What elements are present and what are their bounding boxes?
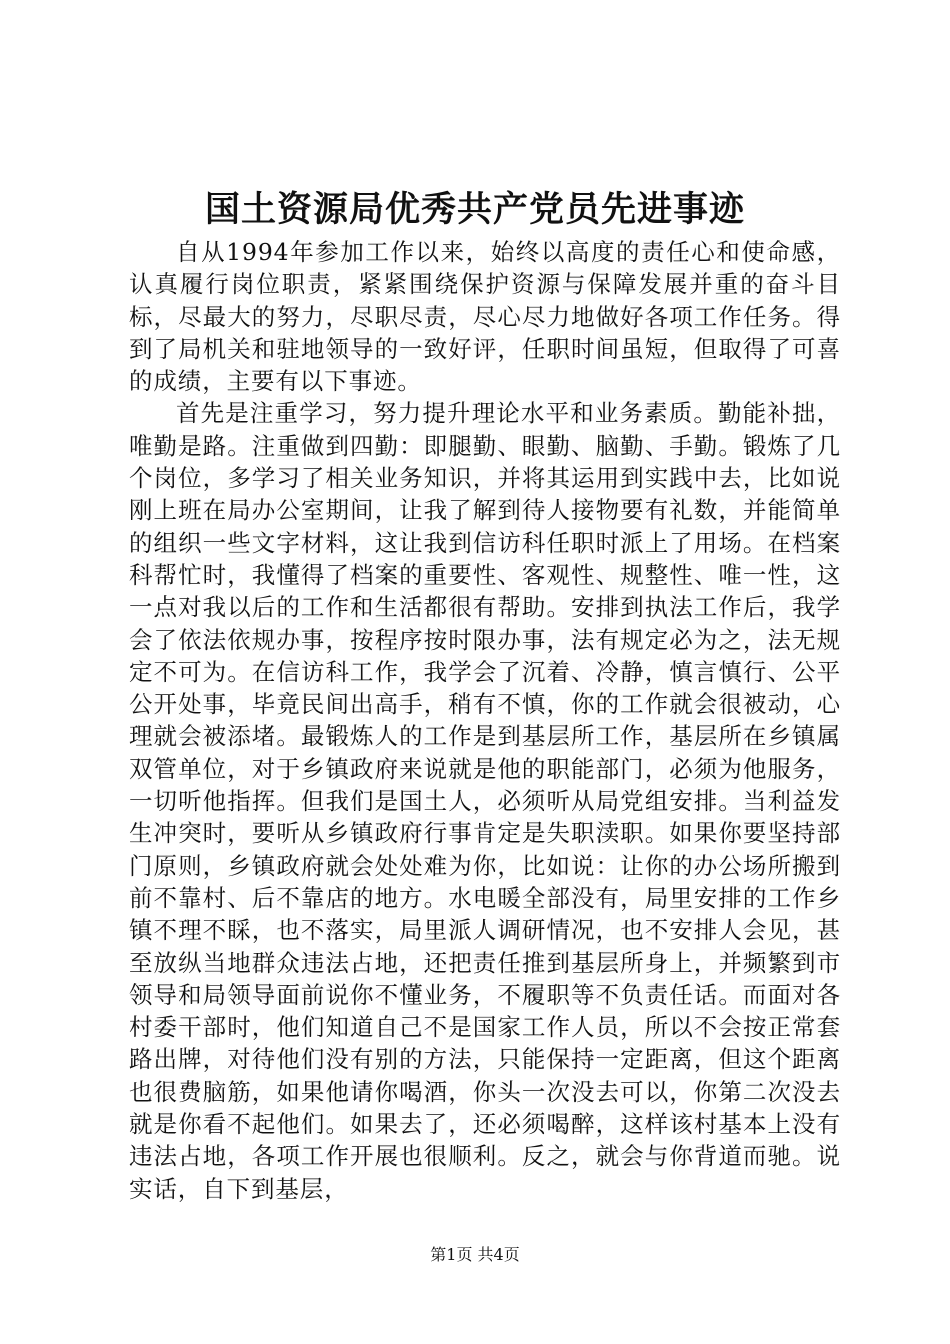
paragraph-study: 首先是注重学习，努力提升理论水平和业务素质。勤能补拙，唯勤是路。注重做到四勤：即腿勤、眼勤、脑勤、手勤。锻炼了几个岗位，多学习了相关业务知识，并将其运用到实践中去，比如说刚上班在局办公室期间，让我了解到待人接物要有礼数，并能简单的组织一些文字材料，这让我到信访科任职时派上了用场。在档案科帮忙时，我懂得了档案的重要性、客观性、规整性、唯一性，这一点对我以后的工作和生活都很有帮助。安排到执法工作后，我学会了依法依规办事，按程序按时限办事，法有规定必为之，法无规定不可为。在信访科工作，我学会了沉着、冷静，慎言慎行、公平公开处事，毕竟民间出高手，稍有不慎，你的工作就会很被动，心理就会被添堵。最锻炼人的工作是到基层所工作，基层所在乡镇属双管单位，对于乡镇政府来说就是他的职能部门，必须为他服务，一切听他指挥。但我们是国土人，必须听从局党组安排。当利益发生冲突时，要听从乡镇政府行事肯定是失职渎职。如果你要坚持部门原则，乡镇政府就会处处难为你，比如说：让你的办公场所搬到前不靠村、后不靠店的地方。水电暖全部没有，局里安排的工作乡镇不理不睬，也不落实，局里派人调研情况，也不安排人会见，甚至放纵当地群众违法占地，还把责任推到基层所身上，并频繁到市领导和局领导面前说你不懂业务，不履职等不负责任话。而面对各村委干部时，他们知道自己不是国家工作人员，所以不会按正常套路出牌，对待他们没有别的方法，只能保持一定距离，但这个距离也很费脑筋，如果他请你喝酒，你头一次没去可以，你第二次没去就是你看不起他们。如果去了，还必须喝醉，这样该村基本上没有违法占地，各项工作开展也很顺利。反之，就会与你背道而驰。说实话，自下到基层，	[129, 399, 841, 1203]
document-body	[129, 236, 841, 1205]
paragraph-intro: 自从1994年参加工作以来，始终以高度的责任心和使命感，认真履行岗位职责，紧紧围绕保护资源与保障发展并重的奋斗目标，尽最大的努力，尽职尽责，尽心尽力地做好各项工作任务。得到了局机关和驻地领导的一致好评，任职时间虽短，但取得了可喜的成绩，主要有以下事迹。	[129, 238, 841, 396]
page-footer: 第1页 共4页	[430, 1245, 520, 1264]
document-title: 国土资源局优秀共产党员先进事迹	[204, 189, 745, 230]
